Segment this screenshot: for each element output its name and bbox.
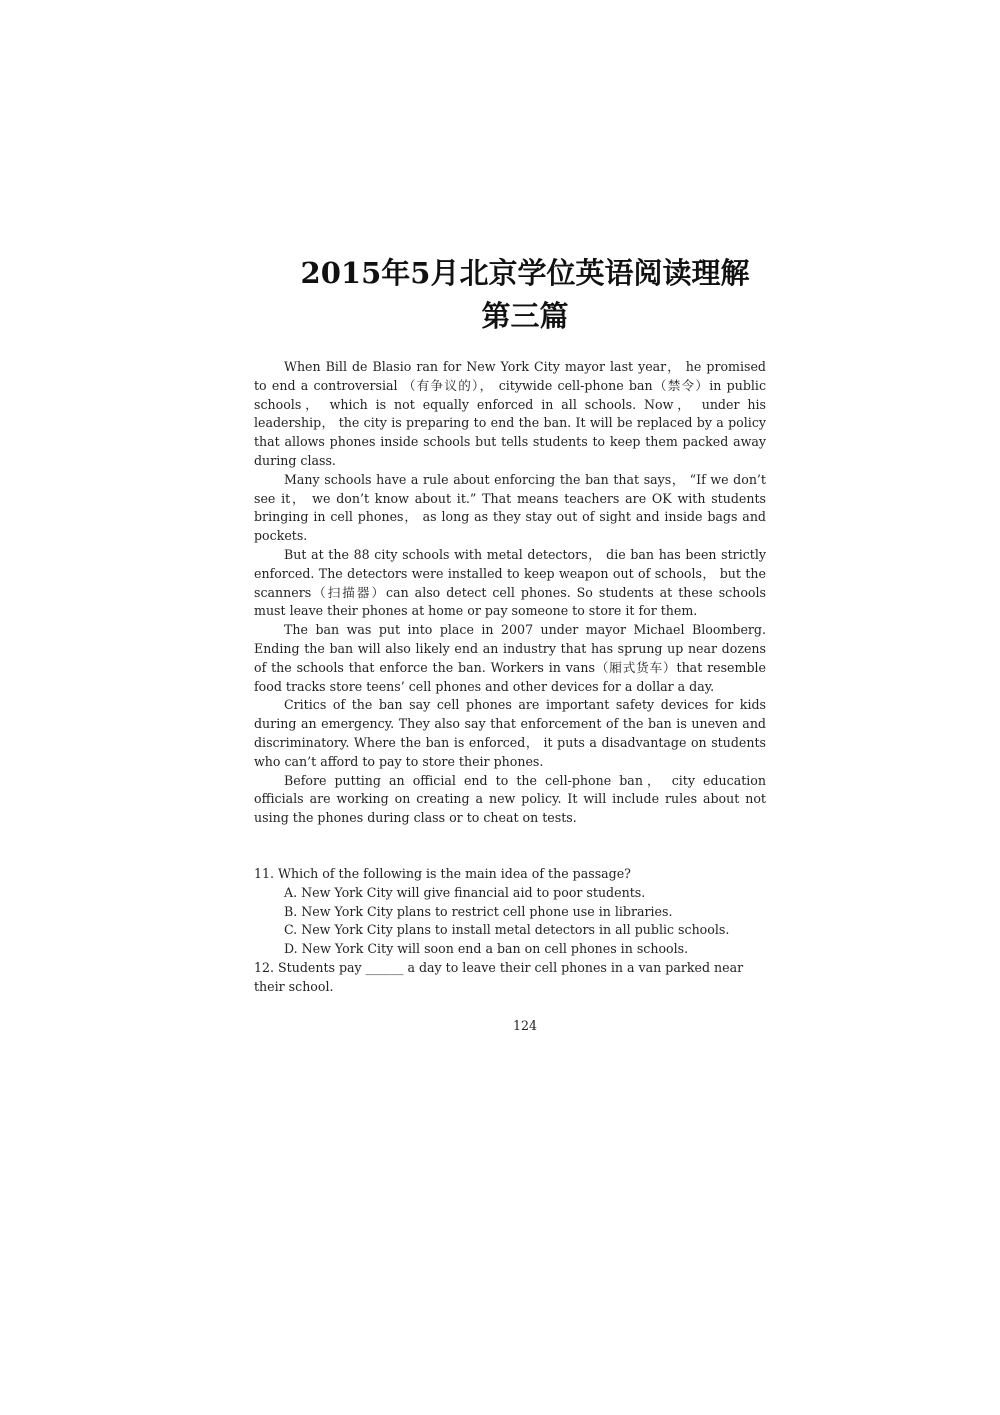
passage-paragraph: When Bill de Blasio ran for New York City mayor last year， he promised to end a controversial （有争议的）， citywide cell-phone ban（禁令）in public schools， which is not equally enforced in all schools. Now， under his leadership， the city is preparing to end the ban. It will be replaced by a policy that allows phones inside schools but tells students to keep them packed away during class. [254, 359, 766, 468]
answer-option-d: D. New York City will soon end a ban on cell phones in schools. [284, 941, 689, 957]
answer-option-c: C. New York City plans to install metal detectors in all public schools. [284, 922, 730, 938]
passage-paragraph: Many schools have a rule about enforcing the ban that says， “If we don’t see it， we don’t know about it.” That means teachers are OK with students bringing in cell phones， as long as they stay out of sight and inside bags and pockets. [254, 471, 766, 544]
passage-paragraph: The ban was put into place in 2007 under mayor Michael Bloomberg. Ending the ban will also likely end an industry that has sprung up near dozens of the schools that enforce the ban. Workers in vans（厢式货车）that resemble food tracks store teens’ cell phones and other devices for a dollar a day. [254, 622, 766, 694]
passage-paragraph: Before putting an official end to the cell-phone ban， city education officials are working on creating a new policy. It will include rules about not using the phones during class or to cheat on tests. [254, 772, 766, 826]
passage-paragraph: But at the 88 city schools with metal detectors， die ban has been strictly enforced. The detectors were installed to keep weapon out of schools， but the scanners（扫描器）can also detect cell phones. So students at these schools must leave their phones at home or pay someone to store it for them. [254, 546, 766, 619]
page-number: 124 [512, 1018, 538, 1033]
page-title: 2015年5月北京学位英语阅读理解 [300, 256, 750, 290]
question-list [254, 865, 766, 997]
answer-option-b: B. New York City plans to restrict cell phone use in libraries. [284, 903, 673, 919]
answer-option-a: A. New York City will give financial aid to poor students. [284, 884, 646, 900]
passage-paragraph: Critics of the ban say cell phones are important safety devices for kids during an emergency. They also say that enforcement of the ban is uneven and discriminatory. Where the ban is enforced， it puts a disadvantage on students who can’t afford to pay to store their phones. [254, 697, 766, 769]
question-stem: 11. Which of the following is the main idea of the passage? [254, 866, 631, 881]
reading-passage [254, 358, 766, 828]
page-subtitle: 第三篇 [481, 299, 569, 333]
question-stem: 12. Students pay ______ a day to leave their cell phones in a van parked near their school. [254, 959, 744, 994]
